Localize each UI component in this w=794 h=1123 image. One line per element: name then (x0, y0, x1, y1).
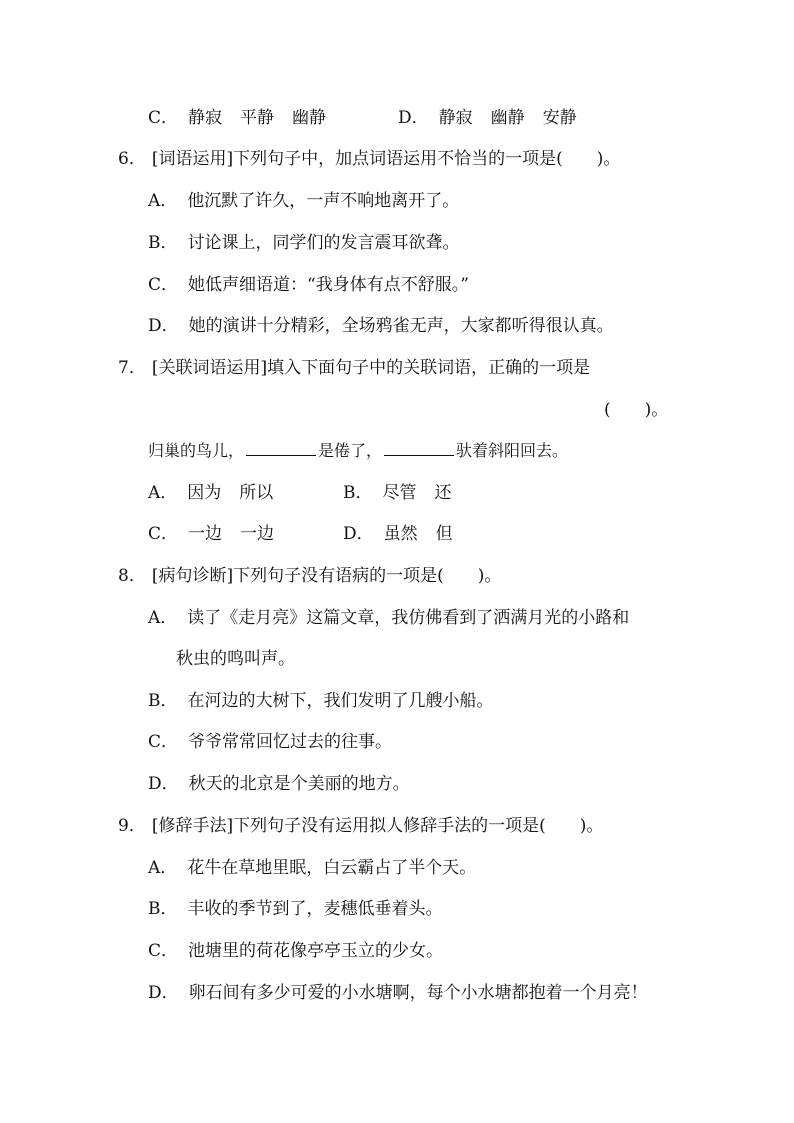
question-9-stem (118, 815, 603, 837)
option-text: 花牛在草地里眠，白云霸占了半个天。 (187, 858, 477, 878)
question-7-stem (118, 357, 590, 379)
option-text: 爷爷常常回忆过去的往事。 (188, 732, 393, 752)
question-number: 7． (118, 358, 146, 378)
q6-option-d (148, 315, 614, 337)
option-letter: C． (148, 732, 179, 752)
option-text: 读了《走月亮》这篇文章，我仿佛看到了洒满月光的小路和 (187, 608, 630, 628)
question-text: [关联词语运用]填入下面句子中的关联词语，正确的一项是 (151, 358, 591, 378)
option-text: 秋天的北京是个美丽的地方。 (188, 774, 410, 794)
q7-option-d (343, 523, 453, 545)
question-text: [词语运用]下列句子中，加点词语运用不恰当的一项是( )。 (151, 149, 621, 169)
question-number: 9． (118, 816, 146, 836)
option-letter: A． (148, 483, 178, 503)
option-word: 所以 (239, 483, 274, 503)
q7-option-c (148, 523, 274, 545)
option-word: 因为 (187, 483, 222, 503)
q9-option-c (148, 940, 443, 962)
q9-option-a (148, 857, 476, 879)
q8-option-a (148, 607, 629, 629)
option-letter: B． (148, 899, 178, 919)
option-word: 静寂 (438, 108, 473, 128)
option-letter: D． (148, 983, 179, 1003)
option-letter: D． (148, 774, 179, 794)
q9-option-b (148, 898, 443, 920)
question-number: 6． (118, 149, 146, 169)
q9-option-d (148, 982, 648, 1004)
option-text: 讨论课上，同学们的发言震耳欲聋。 (187, 233, 460, 253)
option-word: 一边 (188, 524, 223, 544)
option-word: 尽管 (382, 483, 417, 503)
question-text: [修辞手法]下列句子没有运用拟人修辞手法的一项是( )。 (151, 816, 604, 836)
question-number: 8． (118, 566, 146, 586)
option-word: 平静 (240, 108, 275, 128)
fill-blank (384, 441, 454, 456)
option-letter: A． (148, 608, 178, 628)
option-letter: B． (148, 691, 178, 711)
q8-option-c (148, 731, 392, 753)
q6-option-b (148, 232, 460, 254)
sentence-part: 是倦了， (318, 441, 383, 460)
q5-option-d (398, 107, 595, 129)
option-word: 安静 (542, 108, 577, 128)
option-text: 她的演讲十分精彩，全场鸦雀无声，大家都听得很认真。 (188, 316, 614, 336)
q6-option-c (148, 274, 469, 296)
option-text: 丰收的季节到了，麦穗低垂着头。 (187, 899, 443, 919)
option-text: 卵石间有多少可爱的小水塘啊，每个小水塘都抱着一个月亮！ (188, 983, 648, 1003)
option-letter: C． (148, 941, 179, 961)
q7-option-a (148, 482, 273, 504)
option-text: 秋虫的鸣叫声。 (176, 649, 295, 669)
option-word: 幽静 (292, 108, 327, 128)
answer-paren: ( )。 (604, 400, 669, 420)
fill-blank (246, 441, 316, 456)
option-letter: C． (148, 524, 179, 544)
q8-option-b (148, 690, 494, 712)
option-letter: D． (343, 524, 374, 544)
option-text: 池塘里的荷花像亭亭玉立的少女。 (188, 941, 444, 961)
q6-option-a (148, 190, 459, 212)
question-6-stem (118, 148, 620, 170)
option-letter: A． (148, 191, 178, 211)
q8-option-a-continuation (176, 648, 295, 670)
option-text: 在河边的大树下，我们发明了几艘小船。 (187, 691, 494, 711)
q7-answer-paren (604, 399, 668, 421)
option-letter: B． (148, 233, 178, 253)
option-text: 她低声细语道：“我身体有点不舒服。” (188, 275, 469, 295)
option-letter: B． (343, 483, 373, 503)
option-word: 虽然 (383, 524, 418, 544)
q8-option-d (148, 773, 410, 795)
option-letter: D． (148, 316, 179, 336)
question-text: [病句诊断]下列句子没有语病的一项是( )。 (151, 566, 502, 586)
q7-sentence (148, 440, 568, 462)
option-letter: D． (398, 108, 429, 128)
q7-option-b (343, 482, 452, 504)
sentence-part: 驮着斜阳回去。 (456, 441, 569, 460)
option-word: 一边 (240, 524, 275, 544)
sentence-part: 归巢的鸟儿， (148, 441, 245, 460)
option-word: 幽静 (490, 108, 525, 128)
option-text: 他沉默了许久，一声不响地离开了。 (187, 191, 460, 211)
q5-option-c (148, 107, 344, 129)
option-word: 静寂 (188, 108, 223, 128)
option-letter: C． (148, 275, 179, 295)
option-letter: A． (148, 858, 178, 878)
option-letter: C． (148, 108, 179, 128)
question-8-stem (118, 565, 501, 587)
option-word: 但 (435, 524, 453, 544)
option-word: 还 (434, 483, 452, 503)
